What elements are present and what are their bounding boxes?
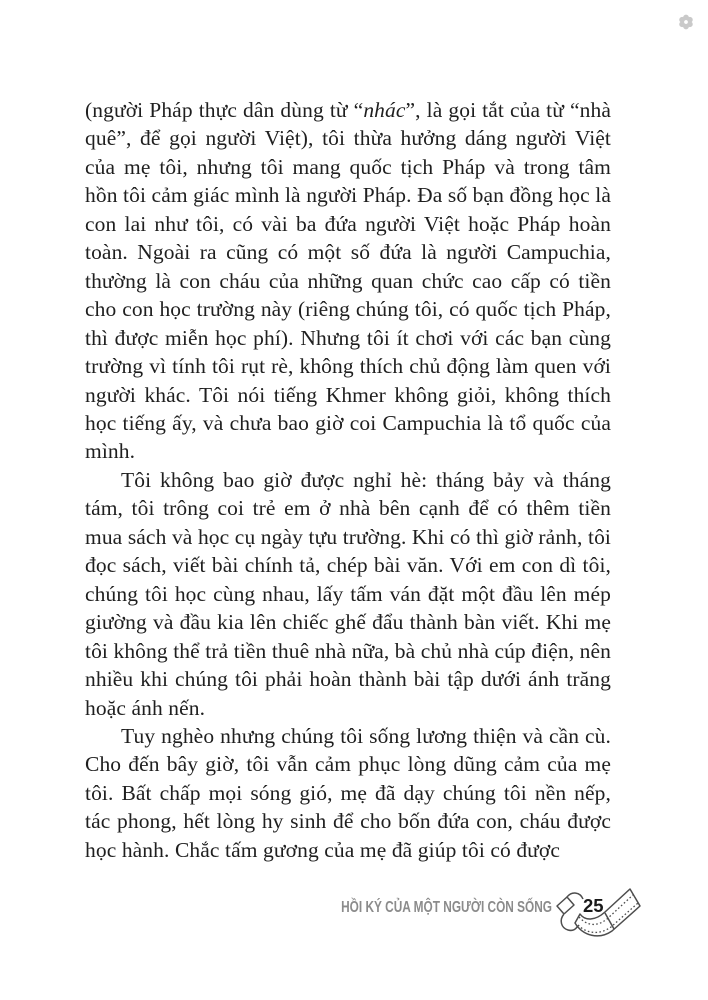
paragraph: Tuy nghèo nhưng chúng tôi sống lương thiện và cần cù. Cho đến bây giờ, tôi vẫn cảm phục lòng dũng cảm của mẹ tôi. Bất chấp mọi sóng gió, mẹ đã dạy chúng tôi nền nếp, tác phong, hết lòng hy sinh để cho bốn đứa con, cháu được học hành. Chắc tấm gương của mẹ đã giúp tôi có được	[85, 723, 611, 862]
body-text	[85, 96, 611, 864]
paragraph: Tôi không bao giờ được nghỉ hè: tháng bảy và tháng tám, tôi trông coi trẻ em ở nhà bên cạnh để có thêm tiền mua sách và học cụ ngày tựu trường. Khi có thì giờ rảnh, tôi đọc sách, viết bài chính tả, chép bài văn. Với em con dì tôi, chúng tôi học cùng nhau, lấy tấm ván đặt một đầu lên mép giường và đầu kia lên chiếc ghế đẩu thành bàn viết. Khi mẹ tôi không thể trả tiền thuê nhà nữa, bà chủ nhà cúp điện, nên nhiều khi chúng tôi phải hoàn thành bài tập dưới ánh trăng hoặc ánh nến.	[85, 467, 611, 720]
page-number-marker	[554, 882, 646, 945]
paragraph: (người Pháp thực dân dùng từ “nhác”, là gọi tắt của từ “nhà quê”, để gọi người Việt), tôi thừa hưởng dáng người Việt của mẹ tôi, nhưng tôi mang quốc tịch Pháp và trong tâm hồn tôi cảm giác mình là người Pháp. Đa số bạn đồng học là con lai như tôi, có vài ba đứa người Việt hoặc Pháp hoàn toàn. Ngoài ra cũng có một số đứa là người Campuchia, thường là con cháu của những quan chức cao cấp có tiền cho con học trường này (riêng chúng tôi, có quốc tịch Pháp, thì được miễn học phí). Nhưng tôi ít chơi với các bạn cùng trường vì tính tôi rụt rè, không thích chủ động làm quen với người khác. Tôi nói tiếng Khmer không giỏi, không thích học tiếng ấy, và chưa bao giờ coi Campuchia là tổ quốc của mình.	[85, 98, 611, 464]
flower-ornament-icon	[677, 13, 695, 31]
page-number: 25	[583, 895, 604, 916]
running-title: HỒI KÝ CỦA MỘT NGƯỜI CÒN SỐNG	[341, 899, 552, 916]
